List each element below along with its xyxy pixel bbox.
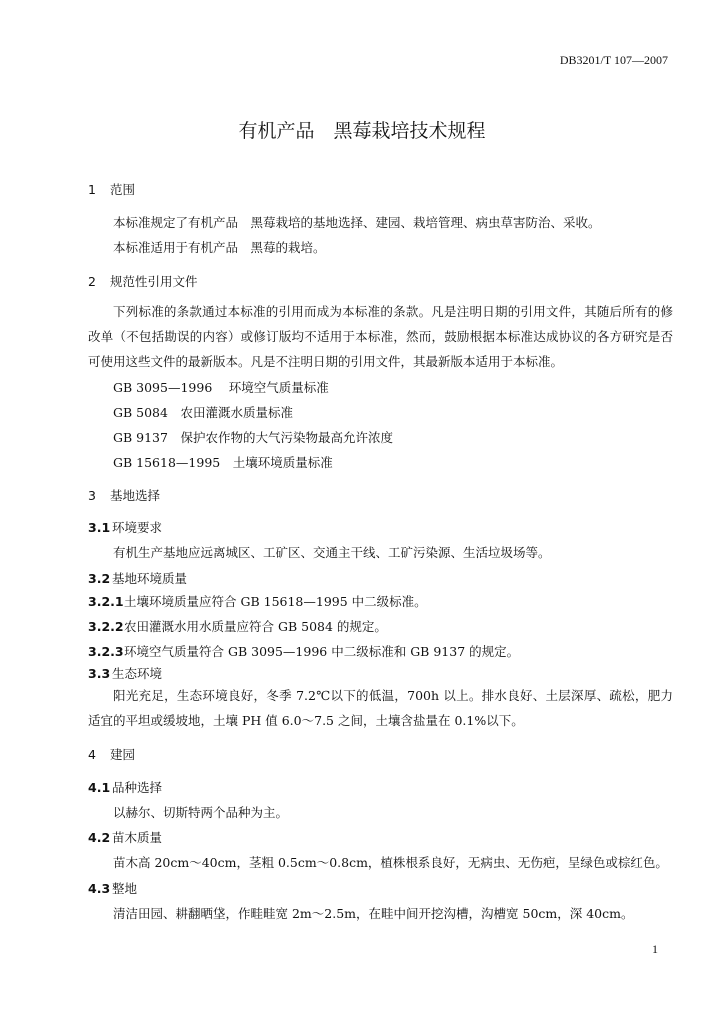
section-4-heading (88, 745, 135, 763)
section-title: 建园 (110, 747, 136, 762)
reference-item: GB 15618—1995 土壤环境质量标准 (113, 455, 333, 470)
section-3-heading (88, 486, 160, 504)
clause-number: 3.2.1 (88, 594, 124, 609)
paragraph: 清洁田园、耕翻晒垡，作畦畦宽 2m～2.5m，在畦中间开挖沟槽，沟槽宽 50cm，深 40cm。 (113, 906, 634, 921)
clause-3-2-3 (88, 642, 519, 660)
subsection-3-1-heading (88, 518, 162, 536)
reference-item: GB 9137 保护农作物的大气污染物最高允许浓度 (113, 430, 393, 445)
document-title: 有机产品 黑莓栽培技术规程 (238, 120, 486, 142)
subsection-number: 3.1 (88, 520, 111, 535)
document-number: DB3201/T 107—2007 (559, 53, 668, 67)
subsection-title: 苗木质量 (112, 830, 163, 845)
clause-text: 土壤环境质量应符合 GB 15618—1995 中二级标准。 (124, 594, 427, 609)
reference-item: GB 3095—1996 环境空气质量标准 (113, 380, 329, 395)
subsection-4-2-heading (88, 828, 162, 846)
reference-item: GB 5084 农田灌溉水质量标准 (113, 405, 293, 420)
subsection-3-3-heading (88, 664, 162, 682)
section-title: 范围 (110, 182, 136, 197)
subsection-4-3-heading (88, 879, 137, 897)
subsection-number: 4.3 (88, 881, 111, 896)
subsection-number: 4.2 (88, 830, 111, 845)
section-title: 规范性引用文件 (110, 274, 198, 289)
subsection-title: 生态环境 (112, 666, 163, 681)
clause-text: 农田灌溉水用水质量应符合 GB 5084 的规定。 (124, 619, 387, 634)
subsection-title: 基地环境质量 (112, 571, 188, 586)
subsection-3-2-heading (88, 569, 187, 587)
subsection-number: 3.3 (88, 666, 111, 681)
clause-3-2-1 (88, 592, 427, 610)
clause-text: 环境空气质量符合 GB 3095—1996 中二级标准和 GB 9137 的规定。 (124, 644, 520, 659)
subsection-title: 品种选择 (112, 780, 163, 795)
clause-number: 3.2.3 (88, 644, 124, 659)
paragraph: 阳光充足，生态环境良好，冬季 7.2℃以下的低温，700h 以上。排水良好、土层深厚、疏松，肥力适宜的平坦或缓坡地，土壤 PH 值 6.0～7.5 之间，土壤含盐量在 0.1%以下。 (88, 688, 673, 728)
subsection-title: 环境要求 (112, 520, 163, 535)
clause-number: 3.2.2 (88, 619, 124, 634)
section-number: 3 (88, 488, 96, 503)
paragraph: 下列标准的条款通过本标准的引用而成为本标准的条款。凡是注明日期的引用文件，其随后所有的修改单（不包括勘误的内容）或修订版均不适用于本标准，然而，鼓励根据本标准达成协议的各方研究是否可使用这些文件的最新版本。凡是不注明日期的引用文件，其最新版本适用于本标准。 (88, 304, 673, 369)
section-number: 4 (88, 747, 96, 762)
paragraph: 有机生产基地应远离城区、工矿区、交通主干线、工矿污染源、生活垃圾场等。 (113, 545, 551, 560)
subsection-number: 4.1 (88, 780, 111, 795)
subsection-4-1-heading (88, 778, 162, 796)
page-number: 1 (652, 942, 658, 956)
section-title: 基地选择 (110, 488, 161, 503)
clause-3-2-2 (88, 617, 387, 635)
subsection-title: 整地 (112, 881, 138, 896)
section-number: 2 (88, 274, 96, 289)
section-2-heading (88, 272, 198, 290)
paragraph: 苗木高 20cm～40cm，茎粗 0.5cm～0.8cm，植株根系良好，无病虫、无伤疤，呈绿色或棕红色。 (113, 855, 668, 870)
subsection-number: 3.2 (88, 571, 111, 586)
paragraph: 本标准规定了有机产品 黑莓栽培的基地选择、建园、栽培管理、病虫草害防治、采收。 (113, 215, 601, 230)
section-number: 1 (88, 182, 96, 197)
paragraph: 本标准适用于有机产品 黑莓的栽培。 (113, 240, 326, 255)
section-1-heading (88, 180, 135, 198)
paragraph: 以赫尔、切斯特两个品种为主。 (113, 805, 289, 820)
